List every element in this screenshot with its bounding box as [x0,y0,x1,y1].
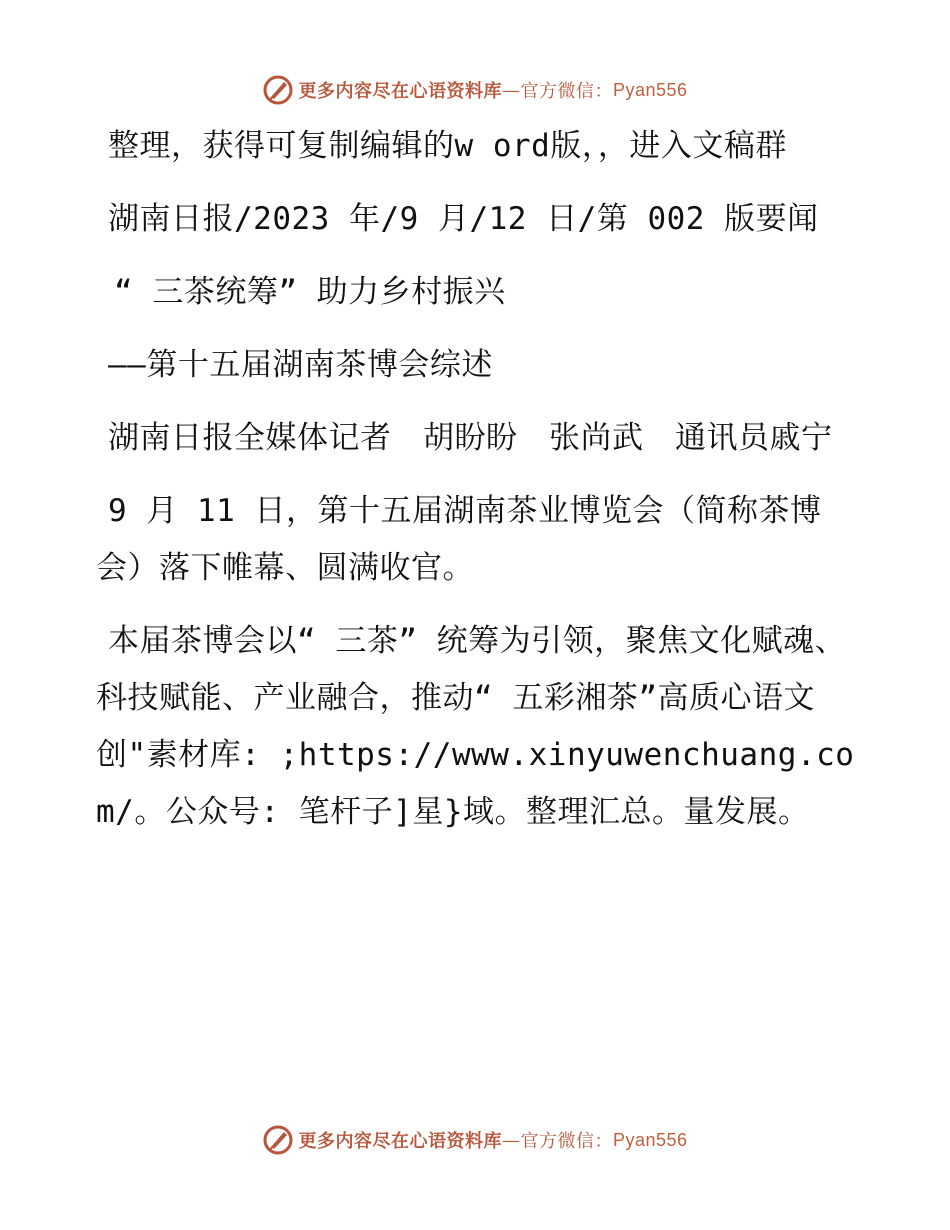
quill-circle-logo-icon [262,74,294,106]
document-body [96,118,856,857]
quill-circle-logo-icon [262,1124,294,1156]
byline: 湖南日报全媒体记者 胡盼盼 张尚武 通讯员戚宁 [108,420,833,456]
watermark-footer [0,1120,950,1160]
watermark-wechat-label: 官方微信： [520,81,613,102]
watermark-separator: — [501,1129,521,1151]
article-subtitle: ——第十五届湖南茶博会综述 [108,347,493,383]
watermark-separator: — [501,79,521,101]
watermark-wechat-label: 官方微信： [520,1131,613,1152]
body-paragraph-1: 9 月 11 日，第十五届湖南茶业博览会（简称茶博会）落下帷幕、圆满收官。 [96,493,822,586]
article-title: “ 三茶统筹” 助力乡村振兴 [114,274,506,310]
watermark-brand: 更多内容尽在心语资料库 [298,81,502,102]
watermark-brand: 更多内容尽在心语资料库 [298,1131,502,1152]
watermark-wechat-id: Pyan556 [612,79,688,100]
watermark-wechat-id: Pyan556 [612,1129,688,1150]
watermark-header [0,70,950,110]
intro-paragraph: 整理，获得可复制编辑的w ord版，，进入文稿群 [108,128,787,164]
body-paragraph-2: 本届茶博会以“ 三茶” 统筹为引领，聚焦文化赋魂、科技赋能、产业融合，推动“ 五彩湘茶”高质心语文创"素材库: ;https://www.xinyuwenchuang.com/。公众号: 笔杆子]星}域。整理汇总。量发展。 [96,623,855,830]
source-line: 湖南日报/2023 年/9 月/12 日/第 002 版要闻 [108,201,819,237]
